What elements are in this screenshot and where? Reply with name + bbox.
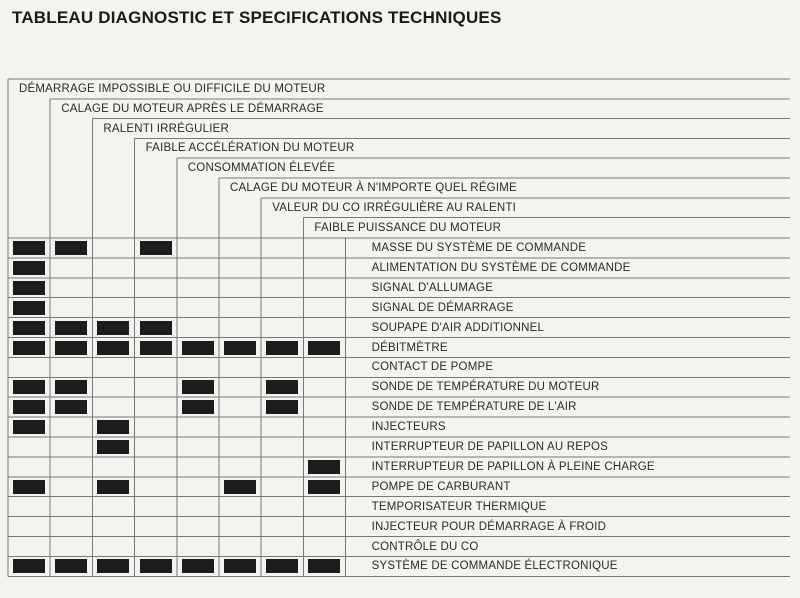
diagnostic-mark — [266, 400, 298, 414]
diagnostic-mark — [182, 380, 214, 394]
component-label: DÉBITMÈTRE — [371, 341, 448, 354]
diagnostic-mark — [140, 559, 172, 573]
fault-header: RALENTI IRRÉGULIER — [103, 122, 230, 135]
diagnostic-mark — [97, 420, 129, 434]
fault-header: DÉMARRAGE IMPOSSIBLE OU DIFFICILE DU MOTEUR — [19, 83, 326, 95]
diagnostic-mark — [97, 341, 129, 355]
component-label: INTERRUPTEUR DE PAPILLON À PLEINE CHARGE — [371, 460, 655, 473]
diagnostic-mark — [182, 341, 214, 355]
component-label: SONDE DE TEMPÉRATURE DU MOTEUR — [371, 381, 600, 394]
diagnostic-mark — [55, 559, 87, 573]
page-title: TABLEAU DIAGNOSTIC ET SPECIFICATIONS TECHNIQUES — [12, 8, 502, 27]
diagnostic-mark — [97, 480, 129, 494]
component-label: ALIMENTATION DU SYSTÈME DE COMMANDE — [371, 261, 631, 274]
diagnostic-mark — [13, 380, 45, 394]
component-label: SIGNAL D'ALLUMAGE — [371, 281, 494, 294]
diagnostic-mark — [97, 440, 129, 454]
component-label: MASSE DU SYSTÈME DE COMMANDE — [371, 242, 587, 254]
fault-header: CONSOMMATION ÉLEVÉE — [187, 162, 336, 175]
component-label: SOUPAPE D'AIR ADDITIONNEL — [371, 321, 545, 334]
component-label: INJECTEURS — [371, 421, 446, 434]
component-label: CONTRÔLE DU CO — [371, 540, 479, 553]
fault-header: FAIBLE PUISSANCE DU MOTEUR — [314, 221, 502, 234]
diagnostic-mark — [266, 341, 298, 355]
diagnostic-mark — [224, 480, 256, 494]
component-label: SONDE DE TEMPÉRATURE DE L'AIR — [371, 401, 577, 414]
diagnostic-mark — [13, 261, 45, 275]
diagnostic-mark — [55, 321, 87, 335]
diagnostic-mark — [55, 380, 87, 394]
diagnostic-mark — [140, 341, 172, 355]
component-label: TEMPORISATEUR THERMIQUE — [371, 500, 547, 513]
component-label: SIGNAL DE DÉMARRAGE — [371, 301, 514, 314]
diagnostic-mark — [97, 321, 129, 335]
diagnostic-mark — [13, 281, 45, 295]
component-label: SYSTÈME DE COMMANDE ÉLECTRONIQUE — [371, 560, 618, 573]
diagnostic-mark — [308, 341, 340, 355]
diagnostic-mark — [13, 321, 45, 335]
diagnostic-mark — [224, 341, 256, 355]
component-label: POMPE DE CARBURANT — [371, 480, 511, 493]
diagnostic-mark — [224, 559, 256, 573]
diagnostic-mark — [182, 400, 214, 414]
diagnostic-mark — [13, 420, 45, 434]
diagnostic-mark — [13, 559, 45, 573]
fault-header: VALEUR DU CO IRRÉGULIÈRE AU RALENTI — [272, 201, 517, 214]
diagnostic-mark — [55, 341, 87, 355]
diagnostic-mark — [140, 241, 172, 255]
component-label: INTERRUPTEUR DE PAPILLON AU REPOS — [371, 441, 609, 453]
diagnostic-mark — [55, 400, 87, 414]
diagnostic-mark — [308, 559, 340, 573]
diagnostic-mark — [55, 241, 87, 255]
diagnostic-mark — [13, 241, 45, 255]
diagnostic-mark — [308, 460, 340, 474]
diagnostic-mark — [266, 380, 298, 394]
diagnostic-mark — [97, 559, 129, 573]
fault-header: FAIBLE ACCÉLÉRATION DU MOTEUR — [145, 142, 355, 155]
diagnostic-mark — [13, 341, 45, 355]
fault-header: CALAGE DU MOTEUR APRÈS LE DÉMARRAGE — [61, 102, 324, 115]
diagnostic-mark — [308, 480, 340, 494]
diagnostic-mark — [182, 559, 214, 573]
diagnostic-mark — [266, 559, 298, 573]
component-label: INJECTEUR POUR DÉMARRAGE À FROID — [371, 520, 607, 533]
fault-header: CALAGE DU MOTEUR À N'IMPORTE QUEL RÉGIME — [230, 182, 517, 194]
diagnostic-mark — [140, 321, 172, 335]
diagnostic-mark — [13, 400, 45, 414]
component-label: CONTACT DE POMPE — [371, 361, 494, 374]
diagnostic-mark — [13, 301, 45, 315]
diagnostic-mark — [13, 480, 45, 494]
